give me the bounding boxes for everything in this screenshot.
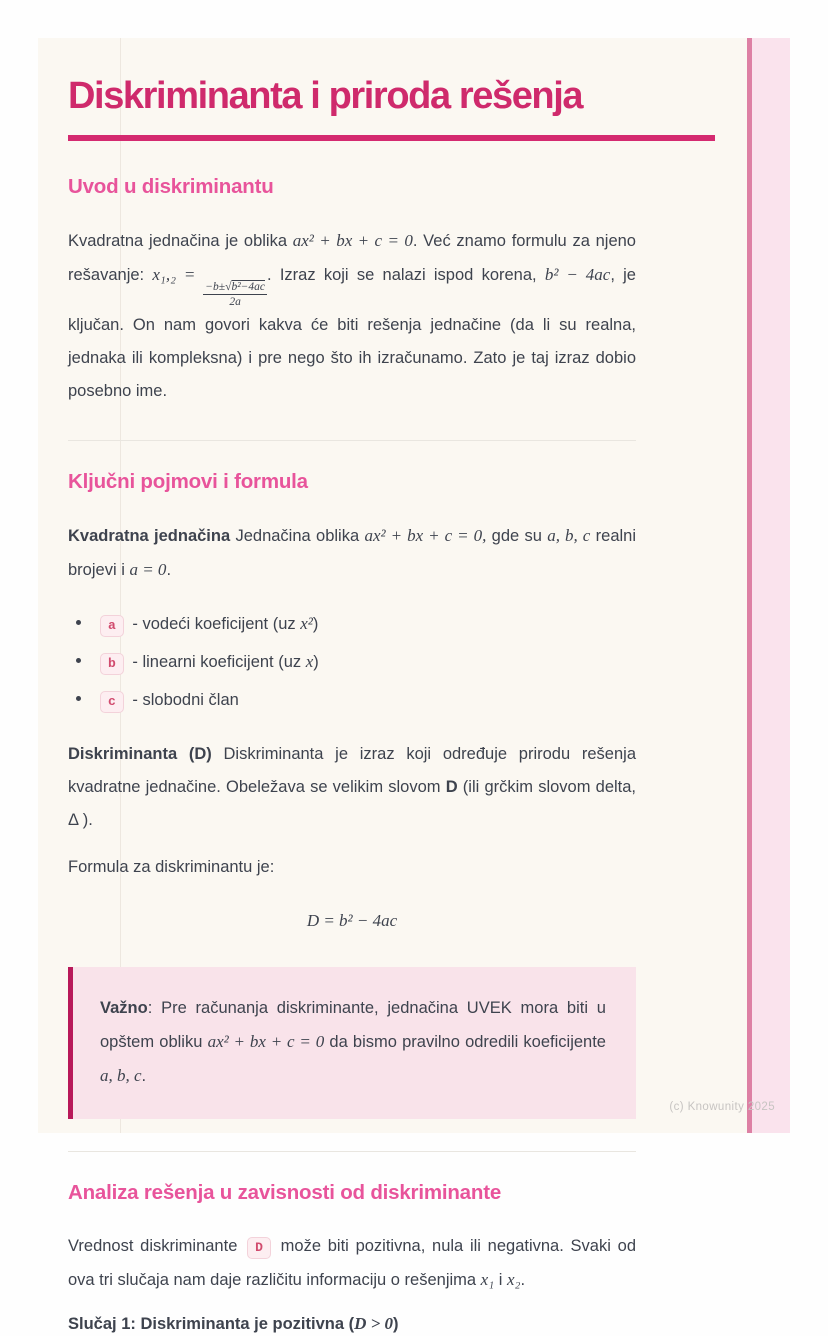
math-segment: a, b, c bbox=[547, 526, 591, 546]
important-callout bbox=[68, 967, 636, 1119]
radical-prefix: −b±√ bbox=[205, 280, 232, 293]
code-badge-d: D bbox=[247, 1237, 271, 1259]
list-item-text: ) bbox=[312, 615, 319, 634]
list-item-text: - linearni koeficijent (uz bbox=[127, 653, 306, 672]
section-heading-kljucni-pojmovi: Ključni pojmovi i formula bbox=[68, 470, 308, 494]
text-segment: . Izraz koji se nalazi ispod korena, bbox=[267, 266, 545, 284]
list-item-text: ) bbox=[313, 653, 319, 672]
text-segment: . bbox=[141, 1067, 147, 1086]
text-segment: i bbox=[494, 1271, 507, 1290]
intro-paragraph bbox=[68, 224, 636, 408]
callout-label: Važno bbox=[100, 999, 148, 1018]
title-rule bbox=[68, 135, 715, 141]
text-segment: da bismo pravilno odredili koeficijente bbox=[324, 1033, 606, 1052]
math-segment: a, b, c bbox=[100, 1066, 142, 1086]
case-1-heading bbox=[68, 1312, 636, 1336]
bold-segment: ) bbox=[393, 1315, 399, 1334]
copyright-footer: (c) Knowunity 2025 bbox=[669, 1101, 775, 1113]
text-segment: Kvadratna jednačina je oblika bbox=[68, 232, 293, 250]
discriminant-term-paragraph bbox=[68, 738, 636, 837]
text-segment: gde su bbox=[486, 527, 548, 546]
math-segment: D = b² − 4ac bbox=[306, 911, 398, 931]
list-item-a bbox=[76, 614, 636, 637]
bold-segment: Slučaj 1: Diskriminanta je pozitivna ( bbox=[68, 1315, 355, 1334]
term-label: Kvadratna jednačina bbox=[68, 527, 231, 546]
fraction-denominator: 2a bbox=[229, 295, 241, 308]
quadratic-term-paragraph bbox=[68, 519, 636, 587]
list-item-c bbox=[76, 690, 636, 713]
fraction-numerator bbox=[203, 281, 267, 295]
section-divider bbox=[68, 440, 636, 441]
text-segment: može biti pozitivna, nula ili negativna. Svaki od ova tri slučaja nam daje različitu informaciju o rešenjima bbox=[68, 1237, 636, 1290]
bullet-dot bbox=[76, 696, 81, 701]
math-segment: x² bbox=[300, 614, 313, 634]
code-badge-a: a bbox=[100, 615, 124, 637]
list-item-text: - slobodni član bbox=[127, 691, 239, 710]
text-segment: Vrednost diskriminante bbox=[68, 1237, 245, 1256]
math-segment: x₁,₂ = bbox=[152, 265, 204, 284]
text-segment: . Već znamo formulu za njeno rešavanje: bbox=[68, 232, 636, 284]
math-segment: ax² + bx + c = 0, bbox=[364, 526, 487, 546]
formula-label: Formula za diskriminantu je: bbox=[68, 858, 275, 877]
bold-segment: D bbox=[445, 778, 458, 797]
text-segment: (ili grčkim slovom delta, Δ ). bbox=[68, 778, 637, 830]
section-divider bbox=[68, 1151, 636, 1152]
math-segment: a = 0 bbox=[129, 560, 167, 580]
quadratic-formula-fraction bbox=[203, 281, 267, 309]
section-heading-analiza: Analiza rešenja u zavisnosti od diskriminante bbox=[68, 1181, 502, 1205]
math-segment: x bbox=[305, 652, 314, 672]
math-segment: x₂ bbox=[506, 1270, 521, 1290]
text-segment: . bbox=[166, 561, 172, 580]
right-margin-line bbox=[747, 38, 752, 1133]
text-segment: Diskriminanta je izraz koji određuje prirodu rešenja kvadratne jednačine. Obeležava se velikim slovom bbox=[68, 745, 636, 797]
page-sheet bbox=[38, 38, 790, 1334]
text-segment: . bbox=[520, 1271, 526, 1290]
analysis-paragraph bbox=[68, 1230, 636, 1297]
code-badge-c: c bbox=[100, 691, 124, 713]
list-item-b bbox=[76, 652, 636, 675]
callout-paragraph bbox=[100, 992, 606, 1093]
text-segment: Jednačina oblika bbox=[230, 527, 365, 546]
body-column bbox=[68, 175, 636, 1336]
radicand: b²−4ac bbox=[231, 280, 265, 293]
text-segment: realni brojevi i bbox=[68, 527, 637, 580]
math-segment: ax² + bx + c = 0 bbox=[292, 231, 413, 250]
term-label: Diskriminanta (D) bbox=[68, 745, 212, 764]
bullet-dot bbox=[76, 620, 81, 625]
list-item-text: - vodeći koeficijent (uz bbox=[127, 615, 301, 634]
bullet-dot bbox=[76, 658, 81, 663]
right-margin-band bbox=[752, 38, 790, 1133]
page-title: Diskriminanta i priroda rešenja bbox=[68, 75, 583, 117]
coefficient-list bbox=[68, 614, 636, 713]
text-segment: : Pre računanja diskriminante, jednačina UVEK mora biti u opštem obliku bbox=[100, 999, 606, 1052]
section-heading-uvod: Uvod u diskriminantu bbox=[68, 175, 274, 198]
math-segment: D > 0 bbox=[354, 1314, 394, 1334]
discriminant-formula bbox=[68, 910, 636, 931]
text-segment: , je ključan. On nam govori kakva će biti rešenja jednačine (da li su realna, jednaka ili kompleksna) i pre nego što ih izračunamo. Zato je taj izraz dobio posebno ime. bbox=[68, 266, 636, 401]
content-column bbox=[68, 38, 715, 1336]
code-badge-b: b bbox=[100, 653, 124, 675]
math-segment: b² − 4ac bbox=[544, 265, 611, 284]
math-segment: x₁ bbox=[480, 1270, 495, 1290]
math-segment: ax² + bx + c = 0 bbox=[207, 1032, 325, 1052]
